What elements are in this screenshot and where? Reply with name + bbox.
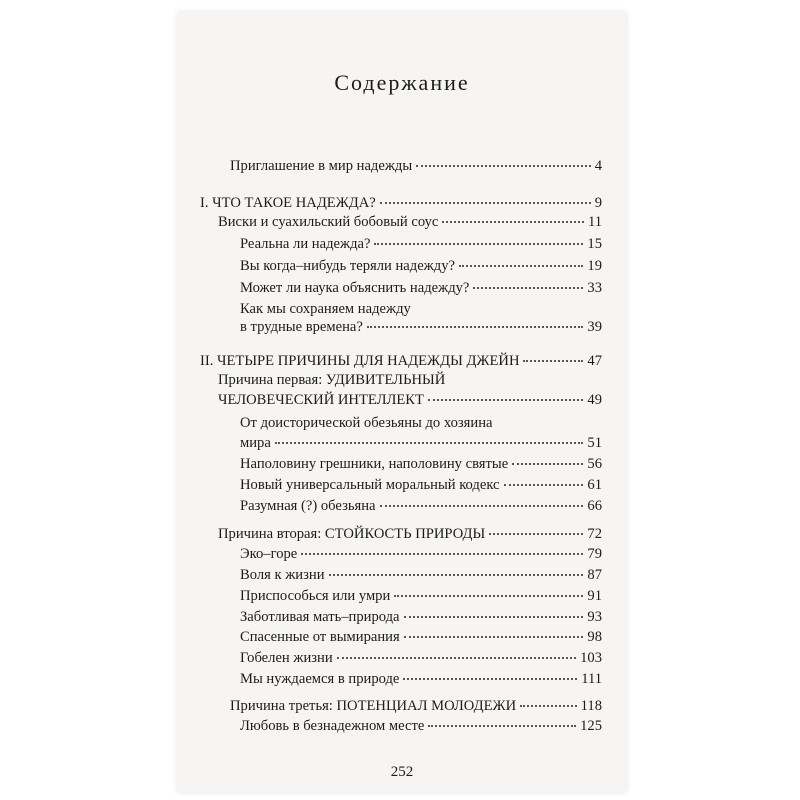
leader-dots — [404, 635, 584, 638]
toc-entry — [200, 194, 602, 212]
leader-dots — [380, 201, 591, 204]
toc-entry-label: Гобелен жизни — [240, 650, 333, 666]
toc-entry-label: Разумная (?) обезьяна — [240, 498, 376, 514]
toc-entry — [240, 587, 602, 605]
toc-entry — [240, 670, 602, 688]
toc-entry — [240, 414, 602, 432]
toc-entry-label: Вы когда–нибудь теряли надежду? — [240, 258, 455, 274]
page-title: Содержание — [334, 70, 470, 95]
toc-entry-label: мира — [240, 435, 271, 451]
toc-entry — [240, 497, 602, 515]
leader-dots — [301, 552, 583, 555]
toc-entry-page: 39 — [587, 319, 602, 335]
toc-entry-label: Заботливая мать–природа — [240, 609, 400, 625]
toc-entry — [218, 371, 602, 389]
toc-entry — [218, 213, 602, 231]
toc-entry-label: От доисторической обезьяны до хозяина — [240, 415, 493, 431]
toc-entry-page: 72 — [587, 526, 602, 542]
leader-dots — [473, 286, 583, 289]
leader-dots — [428, 398, 583, 401]
toc-entry — [240, 649, 602, 667]
toc-entry-page: 15 — [587, 236, 602, 252]
toc-entry — [218, 391, 602, 409]
leader-dots — [367, 325, 584, 328]
leader-dots — [512, 462, 583, 465]
leader-dots — [459, 264, 583, 267]
toc-entry — [240, 545, 602, 563]
toc-entry-page: 93 — [587, 609, 602, 625]
toc-entry-page: 51 — [587, 435, 602, 451]
toc-entry-label: Реальна ли надежда? — [240, 236, 371, 252]
toc-entry — [230, 157, 602, 175]
toc-entry-label: Виски и суахильский бобовый соус — [218, 214, 439, 230]
toc-entry-page: 79 — [587, 546, 602, 562]
leader-dots — [404, 615, 584, 618]
toc-entry-label: в трудные времена? — [240, 319, 363, 335]
toc-entry-page: 125 — [580, 718, 602, 734]
toc-entry-label: I. ЧТО ТАКОЕ НАДЕЖДА? — [200, 195, 376, 211]
book-page — [178, 12, 626, 792]
toc-entry — [240, 566, 602, 584]
toc-entry-page: 19 — [587, 258, 602, 274]
toc-entry — [240, 318, 602, 336]
toc-entry-page: 33 — [587, 280, 602, 296]
toc-entry-page: 66 — [587, 498, 602, 514]
toc-entry — [200, 352, 602, 370]
toc-entry-label: Любовь в безнадежном месте — [240, 718, 425, 734]
toc-entry-page: 118 — [580, 698, 602, 714]
leader-dots — [403, 677, 577, 680]
toc-entry-label: Как мы сохраняем надежду — [240, 301, 411, 317]
toc-entry-label: Причина третья: ПОТЕНЦИАЛ МОЛОДЕЖИ — [230, 698, 517, 714]
toc-entry — [230, 697, 602, 715]
leader-dots — [523, 359, 583, 362]
toc-entry-label: Приглашение в мир надежды — [230, 158, 413, 174]
toc-entry — [240, 476, 602, 494]
leader-dots — [380, 504, 584, 507]
leader-dots — [428, 724, 576, 727]
toc-entry-page: 91 — [587, 588, 602, 604]
toc-entry — [218, 525, 602, 543]
toc-entry — [240, 717, 602, 735]
toc-entry — [240, 257, 602, 275]
leader-dots — [416, 164, 591, 167]
toc-entry — [240, 455, 602, 473]
leader-dots — [442, 220, 584, 223]
leader-dots — [394, 594, 583, 597]
toc-entry — [240, 279, 602, 297]
toc-entry — [240, 608, 602, 626]
toc-entry-label: Спасенные от вымирания — [240, 629, 400, 645]
leader-dots — [504, 483, 584, 486]
toc-entry-label: Причина первая: УДИВИТЕЛЬНЫЙ — [218, 372, 446, 388]
toc-entry-label: Может ли наука объяснить надежду? — [240, 280, 470, 296]
toc-entry-label: Приспособься или умри — [240, 588, 391, 604]
toc-entry-label: Мы нуждаемся в природе — [240, 671, 400, 687]
toc-entry-label: Эко–горе — [240, 546, 298, 562]
toc-entry-page: 87 — [587, 567, 602, 583]
toc-entry — [240, 300, 602, 318]
toc-entry — [240, 235, 602, 253]
toc-entry-page: 111 — [581, 671, 602, 687]
toc-entry-page: 56 — [587, 456, 602, 472]
leader-dots — [337, 656, 576, 659]
toc-entry-page: 49 — [587, 392, 602, 408]
toc-entry-label: Новый универсальный моральный кодекс — [240, 477, 500, 493]
leader-dots — [520, 704, 577, 707]
toc-entry-label: ЧЕЛОВЕЧЕСКИЙ ИНТЕЛЛЕКТ — [218, 392, 424, 408]
toc-entry-page: 98 — [587, 629, 602, 645]
leader-dots — [489, 532, 583, 535]
toc-entry-label: Воля к жизни — [240, 567, 325, 583]
toc-entry — [240, 628, 602, 646]
toc-entry-label: Наполовину грешники, наполовину святые — [240, 456, 509, 472]
page-number: 252 — [390, 764, 414, 780]
leader-dots — [275, 441, 584, 444]
leader-dots — [374, 242, 583, 245]
toc-entry-label: II. ЧЕТЫРЕ ПРИЧИНЫ ДЛЯ НАДЕЖДЫ ДЖЕЙН — [200, 353, 520, 369]
toc-entry-page: 103 — [580, 650, 602, 666]
toc-entry-page: 9 — [594, 195, 602, 211]
toc-entry-page: 47 — [587, 353, 602, 369]
toc-entry-page: 4 — [594, 158, 602, 174]
toc-entry-page: 11 — [587, 214, 602, 230]
leader-dots — [329, 573, 584, 576]
toc-entry — [240, 434, 602, 452]
toc-entry-page: 61 — [587, 477, 602, 493]
toc-entry-label: Причина вторая: СТОЙКОСТЬ ПРИРОДЫ — [218, 526, 486, 542]
